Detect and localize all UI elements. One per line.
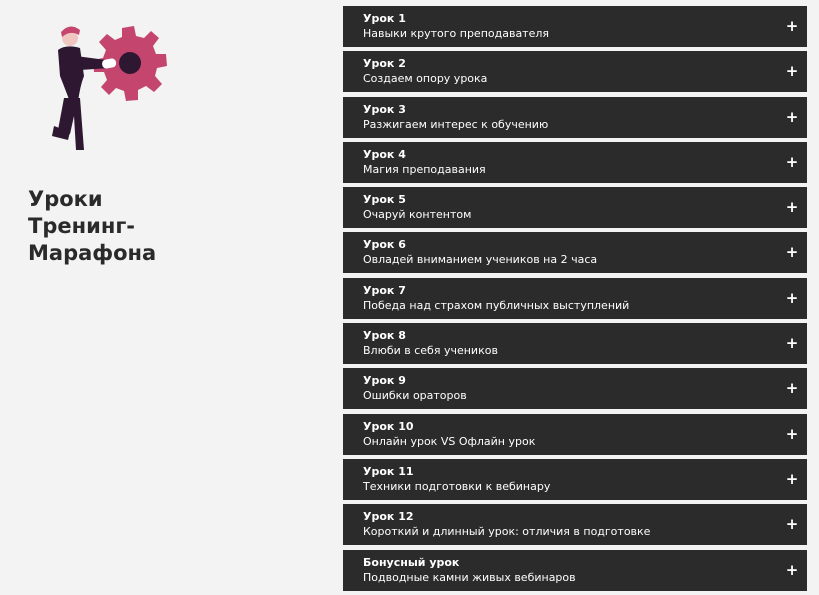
lesson-title: Техники подготовки к вебинару [363, 479, 551, 493]
lesson-number: Урок 6 [363, 238, 406, 252]
lesson-title: Магия преподавания [363, 162, 486, 176]
lesson-number: Бонусный урок [363, 555, 460, 569]
lesson-number: Урок 2 [363, 57, 406, 71]
lesson-item-bonus[interactable] [343, 550, 807, 591]
lesson-title: Ошибки ораторов [363, 389, 467, 403]
lesson-item-8[interactable] [343, 323, 807, 364]
lesson-number: Урок 3 [363, 102, 406, 116]
lesson-number: Урок 12 [363, 510, 414, 524]
lesson-item-3[interactable] [343, 97, 807, 138]
lesson-item-11[interactable] [343, 459, 807, 500]
lesson-number: Урок 11 [363, 464, 414, 478]
lesson-item-6[interactable] [343, 232, 807, 273]
expand-plus-icon[interactable]: + [785, 560, 799, 579]
page-title [28, 186, 156, 267]
lesson-item-2[interactable] [343, 51, 807, 92]
lesson-item-5[interactable] [343, 187, 807, 228]
expand-plus-icon[interactable]: + [785, 243, 799, 262]
page-title-line-3: Марафона [28, 241, 157, 265]
person-with-gear-illustration [50, 16, 180, 156]
lesson-title: Короткий и длинный урок: отличия в подготовке [363, 525, 651, 539]
expand-plus-icon[interactable]: + [785, 334, 799, 353]
lesson-number: Урок 8 [363, 329, 406, 343]
lesson-title: Очаруй контентом [363, 208, 472, 222]
expand-plus-icon[interactable]: + [785, 469, 799, 488]
expand-plus-icon[interactable]: + [785, 198, 799, 217]
lesson-title: Победа над страхом публичных выступлений [363, 298, 630, 312]
expand-plus-icon[interactable]: + [785, 17, 799, 35]
expand-plus-icon[interactable]: + [785, 424, 799, 443]
lesson-title: Онлайн урок VS Офлайн урок [363, 434, 536, 448]
expand-plus-icon[interactable]: + [785, 107, 799, 126]
lesson-number: Урок 9 [363, 374, 406, 388]
lesson-item-12[interactable] [343, 504, 807, 545]
page-title-line-2: Тренинг- [28, 214, 136, 238]
expand-plus-icon[interactable]: + [785, 379, 799, 398]
lesson-title: Влюби в себя учеников [363, 344, 498, 358]
lesson-title: Разжигаем интерес к обучению [363, 117, 549, 131]
lesson-number: Урок 7 [363, 283, 406, 297]
lesson-title: Подводные камни живых вебинаров [363, 570, 576, 584]
expand-plus-icon[interactable]: + [785, 152, 799, 171]
lesson-item-9[interactable] [343, 368, 807, 409]
lesson-item-7[interactable] [343, 278, 807, 319]
lesson-number: Урок 4 [363, 147, 406, 161]
page-title-line-1: Уроки [28, 187, 103, 211]
expand-plus-icon[interactable]: + [785, 288, 799, 307]
expand-plus-icon[interactable]: + [785, 515, 799, 534]
lesson-item-1[interactable] [343, 6, 807, 47]
lesson-title: Создаем опору урока [363, 72, 488, 86]
lesson-number: Урок 5 [363, 193, 406, 207]
lesson-title: Навыки крутого преподавателя [363, 27, 550, 40]
lesson-item-4[interactable] [343, 142, 807, 183]
lessons-accordion [343, 6, 807, 595]
lesson-title: Овладей вниманием учеников на 2 часа [363, 253, 598, 267]
expand-plus-icon[interactable]: + [785, 62, 799, 81]
lesson-item-10[interactable] [343, 414, 807, 455]
lesson-number: Урок 10 [363, 419, 414, 433]
lesson-number: Урок 1 [363, 12, 406, 25]
